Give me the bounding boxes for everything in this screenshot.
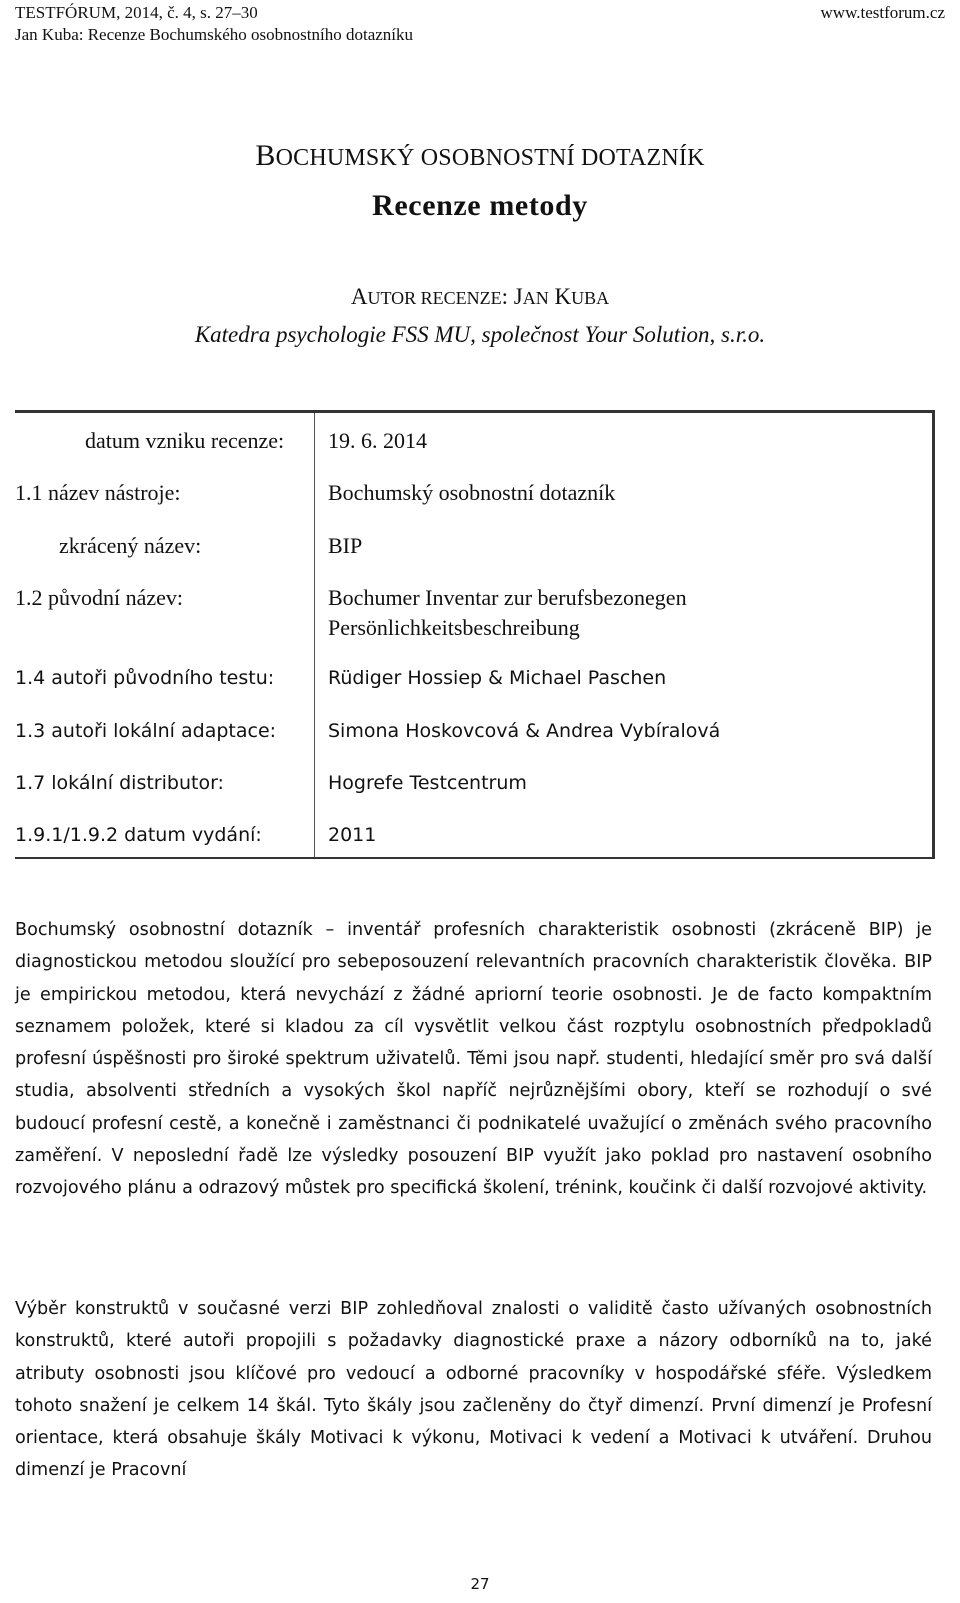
table-divider xyxy=(314,413,315,857)
document-title: BOCHUMSKÝ OSOBNOSTNÍ DOTAZNÍK xyxy=(255,139,705,172)
row-label: 1.3 autoři lokální adaptace: xyxy=(15,720,277,742)
row-value: Bochumský osobnostní dotazník xyxy=(328,480,616,505)
row-value-continued: Persönlichkeitsbeschreibung xyxy=(328,615,580,640)
page-number: 27 xyxy=(470,1575,490,1593)
row-value: 19. 6. 2014 xyxy=(328,428,427,453)
row-value: Bochumer Inventar zur berufsbezonegen xyxy=(328,585,687,610)
review-author: AUTOR RECENZE: JAN KUBA xyxy=(350,284,610,309)
row-value: Simona Hoskovcová & Andrea Vybíralová xyxy=(328,720,721,742)
row-value: 2011 xyxy=(328,824,377,846)
row-label: 1.1 název nástroje: xyxy=(15,480,181,505)
row-label: 1.7 lokální distributor: xyxy=(15,772,224,794)
body-paragraph: Výběr konstruktů v současné verzi BIP zohledňoval znalosti o validitě často užívaných osobnostních konstruktů, které autoři propojili s požadavky diagnostické praxe a názory odborníků na to, jaké atributy osobnosti jsou klíčové pro vedoucí a odborné pracovníky v hospodářské sféře. Výsledkem tohoto snažení je celkem 14 škál. Tyto škály jsou začleněny do čtyř dimenzí. První dimenzí je Profesní orientace, která obsahuje škály Motivaci k výkonu, Motivaci k vedení a Motivaci k utváření. Druhou dimenzí je Pracovní xyxy=(15,1299,932,1481)
article-reference: Jan Kuba: Recenze Bochumského osobnostního dotazníku xyxy=(15,25,414,44)
row-label: datum vzniku recenze: xyxy=(85,428,285,453)
row-label: 1.9.1/1.9.2 datum vydání: xyxy=(15,824,262,846)
row-value: BIP xyxy=(328,533,363,558)
journal-citation: TESTFÓRUM, 2014, č. 4, s. 27–30 xyxy=(15,3,258,22)
row-value: Hogrefe Testcentrum xyxy=(328,772,527,794)
row-label: 1.4 autoři původního testu: xyxy=(15,667,275,689)
body-paragraph: Bochumský osobnostní dotazník – inventář profesních charakteristik osobnosti (zkráceně BIP) je diagnostickou metodou sloužící pro sebeposouzení relevantních pracovních charakteristik člověka. BIP je empirickou metodou, která nevychází z žádné apriorní teorie osobnosti. Je de facto kompaktním seznamem položek, které si kladou za cíl vysvětlit velkou část rozptylu osobnostních předpokladů profesní úspěšnosti pro široké spektrum uživatelů. Těmi jsou např. studenti, hledající směr pro svá další studia, absolventi středních a vysokých škol napříč nejrůznějšími obory, kteří se rozhodují o své budoucí profesní cestě, a konečně i zaměstnanci či podnikatelé uvažující o změnách svého pracovního zaměření. V neposlední řadě lze výsledky posouzení BIP využít jako poklad pro nastavení osobního rozvojového plánu a odrazový můstek pro specifická školení, trénink, koučink či další rozvojové aktivity. xyxy=(15,920,932,1199)
row-label: 1.2 původní název: xyxy=(15,585,184,610)
running-header xyxy=(15,2,945,46)
row-label: zkrácený název: xyxy=(59,533,202,558)
info-table xyxy=(15,410,935,859)
author-affiliation: Katedra psychologie FSS MU, společnost Your Solution, s.r.o. xyxy=(194,322,766,347)
row-value: Rüdiger Hossiep & Michael Paschen xyxy=(328,667,667,689)
document-subtitle: Recenze metody xyxy=(372,189,588,222)
website-link[interactable]: www.testforum.cz xyxy=(820,3,945,22)
